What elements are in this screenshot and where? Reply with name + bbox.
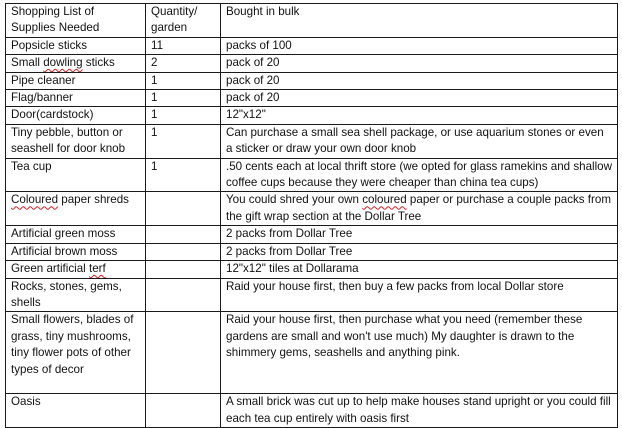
item-text-after: sticks xyxy=(82,56,115,70)
item-cell: Small flowers, blades of grass, tiny mushrooms, tiny flower pots of other types of decor xyxy=(6,312,146,394)
item-text-before: Green artificial xyxy=(11,262,89,276)
quantity-cell xyxy=(146,312,221,394)
quantity-cell: 11 xyxy=(146,37,221,54)
item-cell xyxy=(6,261,146,278)
item-cell: Artificial green moss xyxy=(6,226,146,243)
table-row xyxy=(6,55,618,72)
supplies-table xyxy=(5,3,618,428)
item-cell: Flag/banner xyxy=(6,90,146,107)
quantity-cell: 2 xyxy=(146,55,221,72)
item-cell: Artificial brown moss xyxy=(6,243,146,260)
bulk-cell: 12"x12" tiles at Dollarama xyxy=(221,261,618,278)
table-row xyxy=(6,37,618,54)
bulk-text-after: paper or purchase a couple packs from the gift wrap section at the Dollar Tree xyxy=(226,193,611,223)
bulk-cell: 12"x12" xyxy=(221,107,618,124)
bulk-cell xyxy=(221,192,618,226)
quantity-cell xyxy=(146,394,221,428)
bulk-cell: pack of 20 xyxy=(221,55,618,72)
item-cell: Oasis xyxy=(6,394,146,428)
bulk-cell: Raid your house first, then buy a few packs from local Dollar store xyxy=(221,278,618,312)
table-row xyxy=(6,312,618,394)
quantity-cell xyxy=(146,261,221,278)
bulk-cell: .50 cents each at local thrift store (we opted for glass ramekins and shallow coffee cups because they were cheaper than china tea cups) xyxy=(221,158,618,192)
table-header-row xyxy=(6,4,618,38)
spellcheck-flagged-word: coloured xyxy=(362,193,407,207)
quantity-cell xyxy=(146,243,221,260)
bulk-cell: pack of 20 xyxy=(221,72,618,89)
table-row xyxy=(6,192,618,226)
bulk-cell: Can purchase a small sea shell package, or use aquarium stones or even a sticker or draw your own door knob xyxy=(221,124,618,158)
table-row xyxy=(6,90,618,107)
table-row xyxy=(6,261,618,278)
table-row xyxy=(6,72,618,89)
item-cell: Popsicle sticks xyxy=(6,37,146,54)
quantity-cell: 1 xyxy=(146,72,221,89)
item-cell: Tiny pebble, button or seashell for door knob xyxy=(6,124,146,158)
item-text-before: Small xyxy=(11,56,44,70)
header-cell-quantity: Quantity/ garden xyxy=(146,4,221,38)
spellcheck-flagged-word: Coloured xyxy=(11,193,59,207)
bulk-cell: Raid your house first, then purchase what you need (remember these gardens are small and won't use much) My daughter is drawn to the shimmery gems, seashells and anything pink. xyxy=(221,312,618,394)
bulk-cell: 2 packs from Dollar Tree xyxy=(221,226,618,243)
quantity-cell: 1 xyxy=(146,158,221,192)
quantity-cell xyxy=(146,226,221,243)
item-cell: Pipe cleaner xyxy=(6,72,146,89)
quantity-cell: 1 xyxy=(146,124,221,158)
header-cell-item: Shopping List of Supplies Needed xyxy=(6,4,146,38)
table-row xyxy=(6,107,618,124)
table-row xyxy=(6,243,618,260)
bulk-text-before: You could shred your own xyxy=(226,193,363,207)
spellcheck-flagged-word: dowling xyxy=(43,56,83,70)
bulk-cell: 2 packs from Dollar Tree xyxy=(221,243,618,260)
bulk-cell: packs of 100 xyxy=(221,37,618,54)
quantity-cell xyxy=(146,192,221,226)
item-cell: Rocks, stones, gems, shells xyxy=(6,278,146,312)
quantity-cell: 1 xyxy=(146,90,221,107)
item-cell xyxy=(6,192,146,226)
bulk-cell: A small brick was cut up to help make houses stand upright or you could fill each tea cup entirely with oasis first xyxy=(221,394,618,428)
item-text-after: paper shreds xyxy=(58,193,129,207)
item-cell: Tea cup xyxy=(6,158,146,192)
bulk-cell: pack of 20 xyxy=(221,90,618,107)
item-cell: Door(cardstock) xyxy=(6,107,146,124)
header-cell-bulk: Bought in bulk xyxy=(221,4,618,38)
item-cell xyxy=(6,55,146,72)
table-row xyxy=(6,158,618,192)
table-row xyxy=(6,278,618,312)
table-row xyxy=(6,226,618,243)
spellcheck-flagged-word: terf xyxy=(88,262,106,276)
document-page xyxy=(5,3,617,428)
quantity-cell xyxy=(146,278,221,312)
table-row xyxy=(6,124,618,158)
table-row xyxy=(6,394,618,428)
quantity-cell: 1 xyxy=(146,107,221,124)
